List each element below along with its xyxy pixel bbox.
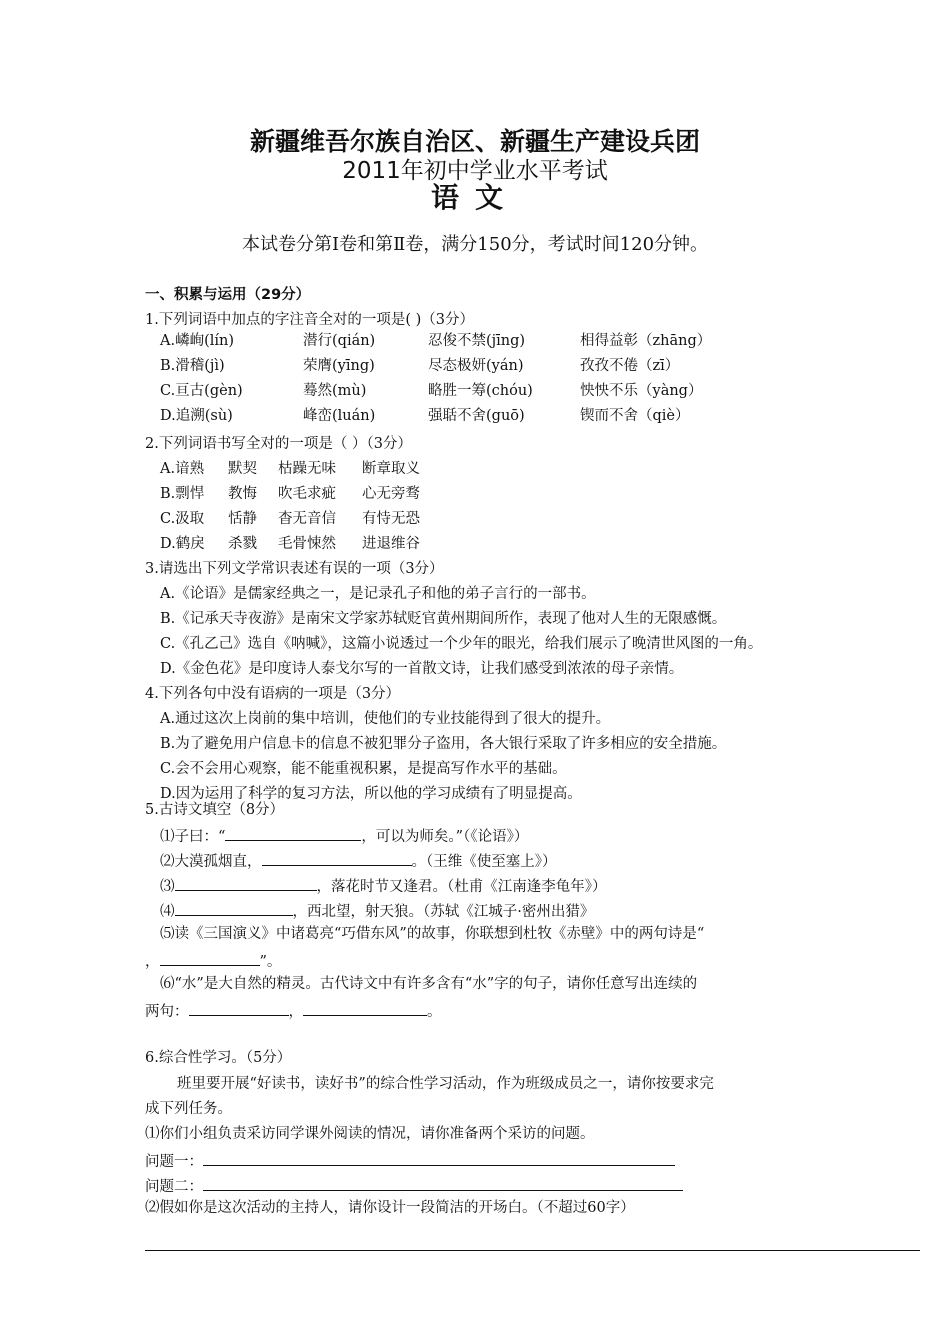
- q1-option-a-3: 忍俊不禁(jīng): [428, 333, 526, 349]
- q3-option-c: C.《孔乙己》选自《呐喊》，这篇小说透过一个少年的眼光，给我们展示了晚清世风图的一角。: [160, 636, 763, 652]
- q4-option-d: D.因为运用了科学的复习方法，所以他的学习成绩有了明显提高。: [160, 786, 582, 802]
- q4-option-c: C.会不会用心观察，能不能重视积累，是提高写作水平的基础。: [160, 761, 567, 777]
- section-heading: 一、积累与运用（29分）: [145, 287, 311, 303]
- q2-option-b-1: B.剽悍: [160, 486, 205, 502]
- answer-line[interactable]: [203, 1174, 683, 1191]
- question-4-stem: 4.下列各句中没有语病的一项是（3分）: [145, 686, 401, 702]
- q2-option-b-2: 教悔: [228, 486, 257, 502]
- q2-option-d-1: D.鹤戾: [160, 536, 205, 552]
- q1-option-c-1: C.亘古(gèn): [160, 383, 243, 399]
- q3-option-a: A.《论语》是儒家经典之一，是记录孔子和他的弟子言行的一部书。: [160, 586, 596, 602]
- q5-item-5-line2: ， ”。: [145, 949, 281, 972]
- q2-option-a-3: 枯躁无味: [278, 461, 336, 477]
- question-6-stem: 6.综合性学习。（5分）: [145, 1050, 292, 1066]
- q2-option-c-3: 杳无音信: [278, 511, 336, 527]
- q5-item-2: ⑵大漠孤烟直， 。（王维《使至塞上》）: [160, 849, 557, 872]
- q2-option-d-4: 进退维谷: [362, 536, 420, 552]
- q3-option-d: D.《金色花》是印度诗人泰戈尔写的一首散文诗，让我们感受到浓浓的母子亲情。: [160, 661, 684, 677]
- q5-item-5-line1: ⑸读《三国演义》中诸葛亮“巧借东风”的故事，你联想到杜牧《赤壁》中的两句诗是“: [160, 926, 705, 942]
- q1-option-b-4: 孜孜不倦（zī）: [580, 358, 680, 374]
- q2-option-d-3: 毛骨悚然: [278, 536, 336, 552]
- q6-task-1: ⑴你们小组负责采访同学课外阅读的情况，请你准备两个采访的问题。: [145, 1126, 595, 1142]
- q5-item-4: ⑷ ，西北望，射天狼。（苏轼《江城子·密州出猎》: [160, 899, 594, 922]
- q6-paragraph-line2: 成下列任务。: [145, 1101, 232, 1117]
- q6-paragraph-line1: 班里要开展“好读书，读好书”的综合性学习活动，作为班级成员之一，请你按要求完: [177, 1076, 714, 1092]
- question-5-stem: 5.古诗文填空（8分）: [145, 802, 285, 818]
- question-2-stem: 2.下列词语书写全对的一项是（ ）（3分）: [145, 436, 412, 452]
- q2-option-c-2: 恬静: [228, 511, 257, 527]
- q2-option-a-1: A.谙熟: [160, 461, 205, 477]
- q4-option-a: A.通过这次上岗前的集中培训，使他们的专业技能得到了很大的提升。: [160, 711, 611, 727]
- q1-option-c-4: 怏怏不乐（yàng）: [580, 383, 703, 399]
- q1-option-d-3: 强聒不舍(guō): [428, 408, 525, 424]
- q2-option-c-1: C.汲取: [160, 511, 205, 527]
- q5-item-6-line2: 两句： ， 。: [145, 999, 442, 1022]
- q6-question-1: 问题一：: [145, 1149, 675, 1172]
- question-1-stem: 1.下列词语中加点的字注音全对的一项是( )（3分）: [145, 312, 474, 328]
- exam-subject-title: 语文: [430, 181, 519, 214]
- exam-title-region: 新疆维吾尔族自治区、新疆生产建设兵团: [249, 127, 700, 156]
- q6-task-2: ⑵假如你是这次活动的主持人，请你设计一段简洁的开场白。（不超过60字）: [145, 1200, 635, 1216]
- q1-option-d-2: 峰峦(luán): [303, 408, 376, 424]
- answer-blank[interactable]: [189, 999, 289, 1016]
- q1-option-d-4: 锲而不舍（qiè）: [580, 408, 690, 424]
- q1-option-a-1: A.嶙峋(lín): [160, 333, 235, 349]
- q1-option-a-4: 相得益彰（zhāng）: [580, 333, 712, 349]
- q1-option-d-1: D.追溯(sù): [160, 408, 233, 424]
- q1-option-b-1: B.滑稽(jì): [160, 358, 225, 374]
- q4-option-b: B.为了避免用户信息卡的信息不被犯罪分子盗用，各大银行采取了许多相应的安全措施。: [160, 736, 727, 752]
- q1-option-b-2: 荣膺(yīng): [303, 358, 375, 374]
- q5-item-6-line1: ⑹“水”是大自然的精灵。古代诗文中有许多含有“水”字的句子，请你任意写出连续的: [160, 976, 698, 992]
- answer-blank[interactable]: [262, 849, 412, 866]
- exam-title-year: 2011年初中学业水平考试: [342, 158, 608, 184]
- answer-line[interactable]: [203, 1149, 675, 1166]
- q1-option-a-2: 潜行(qián): [303, 333, 376, 349]
- answer-rule[interactable]: [145, 1250, 920, 1251]
- answer-blank[interactable]: [175, 874, 317, 891]
- question-3-stem: 3.请选出下列文学常识表述有误的一项（3分）: [145, 561, 444, 577]
- q2-option-b-3: 吹毛求疵: [278, 486, 336, 502]
- q1-option-c-3: 略胜一筹(chóu): [428, 383, 533, 399]
- q1-option-c-2: 蓦然(mù): [303, 383, 367, 399]
- q2-option-b-4: 心无旁骛: [362, 486, 420, 502]
- answer-blank[interactable]: [225, 824, 361, 841]
- q2-option-c-4: 有恃无恐: [362, 511, 420, 527]
- answer-blank[interactable]: [303, 999, 427, 1016]
- answer-blank[interactable]: [175, 899, 293, 916]
- q2-option-a-2: 默契: [228, 461, 257, 477]
- q6-question-2: 问题二：: [145, 1174, 683, 1197]
- q5-item-1: ⑴子曰：“ ，可以为师矣。”（《论语》）: [160, 824, 528, 847]
- q2-option-a-4: 断章取义: [362, 461, 420, 477]
- answer-blank[interactable]: [160, 949, 260, 966]
- q5-item-3: ⑶ ，落花时节又逢君。（杜甫《江南逢李龟年》）: [160, 874, 607, 897]
- q1-option-b-3: 尽态极妍(yán): [428, 358, 524, 374]
- q2-option-d-2: 杀戮: [228, 536, 257, 552]
- q3-option-b: B.《记承天寺夜游》是南宋文学家苏轼贬官黄州期间所作，表现了他对人生的无限感慨。: [160, 611, 727, 627]
- exam-intro: 本试卷分第Ⅰ卷和第Ⅱ卷，满分150分，考试时间120分钟。: [241, 234, 709, 255]
